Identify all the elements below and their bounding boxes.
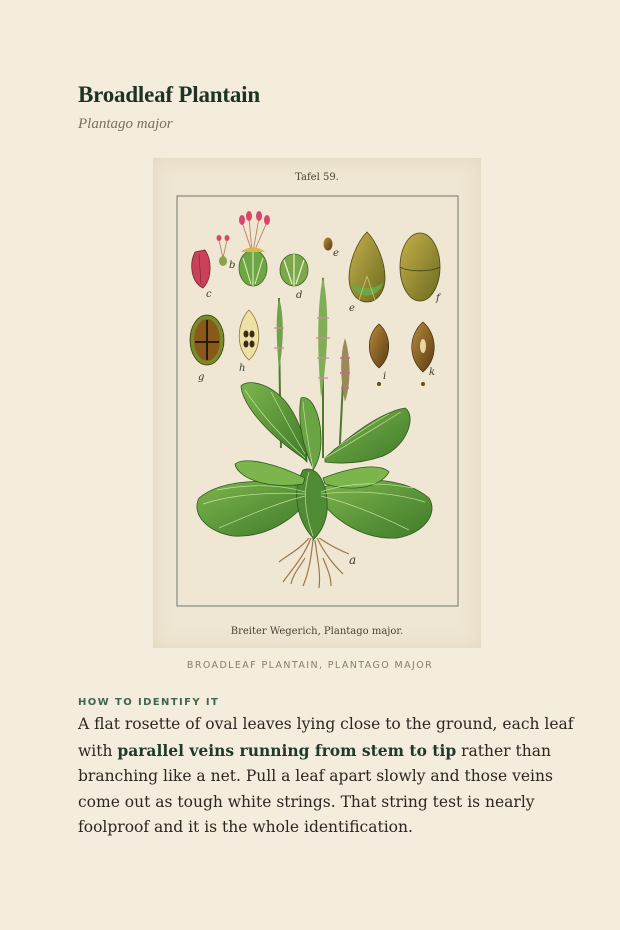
paragraph-emphasis: parallel veins running from stem to tip [117, 740, 457, 760]
scientific-name: Plantago major [78, 116, 173, 132]
paragraph-text-start: A flat rosette of oval leaves lying close to the ground, each leaf with [78, 715, 574, 760]
plate-label-f: f [436, 293, 440, 304]
plate-label-d: d [296, 290, 303, 301]
small-seed-e [324, 238, 333, 251]
plate-label-a: a [349, 553, 357, 567]
plate-header: Tafel 59. [295, 172, 339, 183]
figure-caption: BROADLEAF PLANTAIN, PLANTAGO MAJOR [186, 660, 434, 671]
plate-label-b: b [229, 260, 236, 271]
plate-label-g: g [198, 372, 205, 383]
cut-capsule-g [190, 315, 224, 365]
plate-label-e2: e [349, 303, 355, 314]
section-heading: HOW TO IDENTIFY IT [78, 697, 220, 708]
cross-section-h [239, 310, 259, 360]
page-title: Broadleaf Plantain [78, 82, 260, 107]
rosette-leaves [197, 383, 432, 540]
plate-label-c: c [206, 289, 212, 300]
plate-label-i: i [383, 371, 387, 382]
plate-label-e: e [333, 248, 339, 259]
large-capsule-e [349, 232, 385, 302]
plate-footer: Breiter Wegerich, Plantago major. [230, 626, 404, 637]
identification-paragraph [78, 712, 578, 841]
flower-cluster-detail [239, 211, 270, 286]
paragraph-text-end: rather than branching like a net. Pull a leaf apart slowly and those veins come out as tough white strings. That string test is nearly foolproof and it is the whole identification. [78, 741, 553, 836]
botanical-plate [153, 158, 481, 648]
large-seed-f [400, 233, 440, 301]
roots [279, 538, 349, 588]
capsule-detail-d [280, 254, 308, 286]
plate-label-h: h [239, 363, 246, 374]
plate-label-k: k [429, 367, 436, 378]
flower-detail-c [192, 250, 210, 288]
stamen-detail-b [217, 235, 230, 266]
